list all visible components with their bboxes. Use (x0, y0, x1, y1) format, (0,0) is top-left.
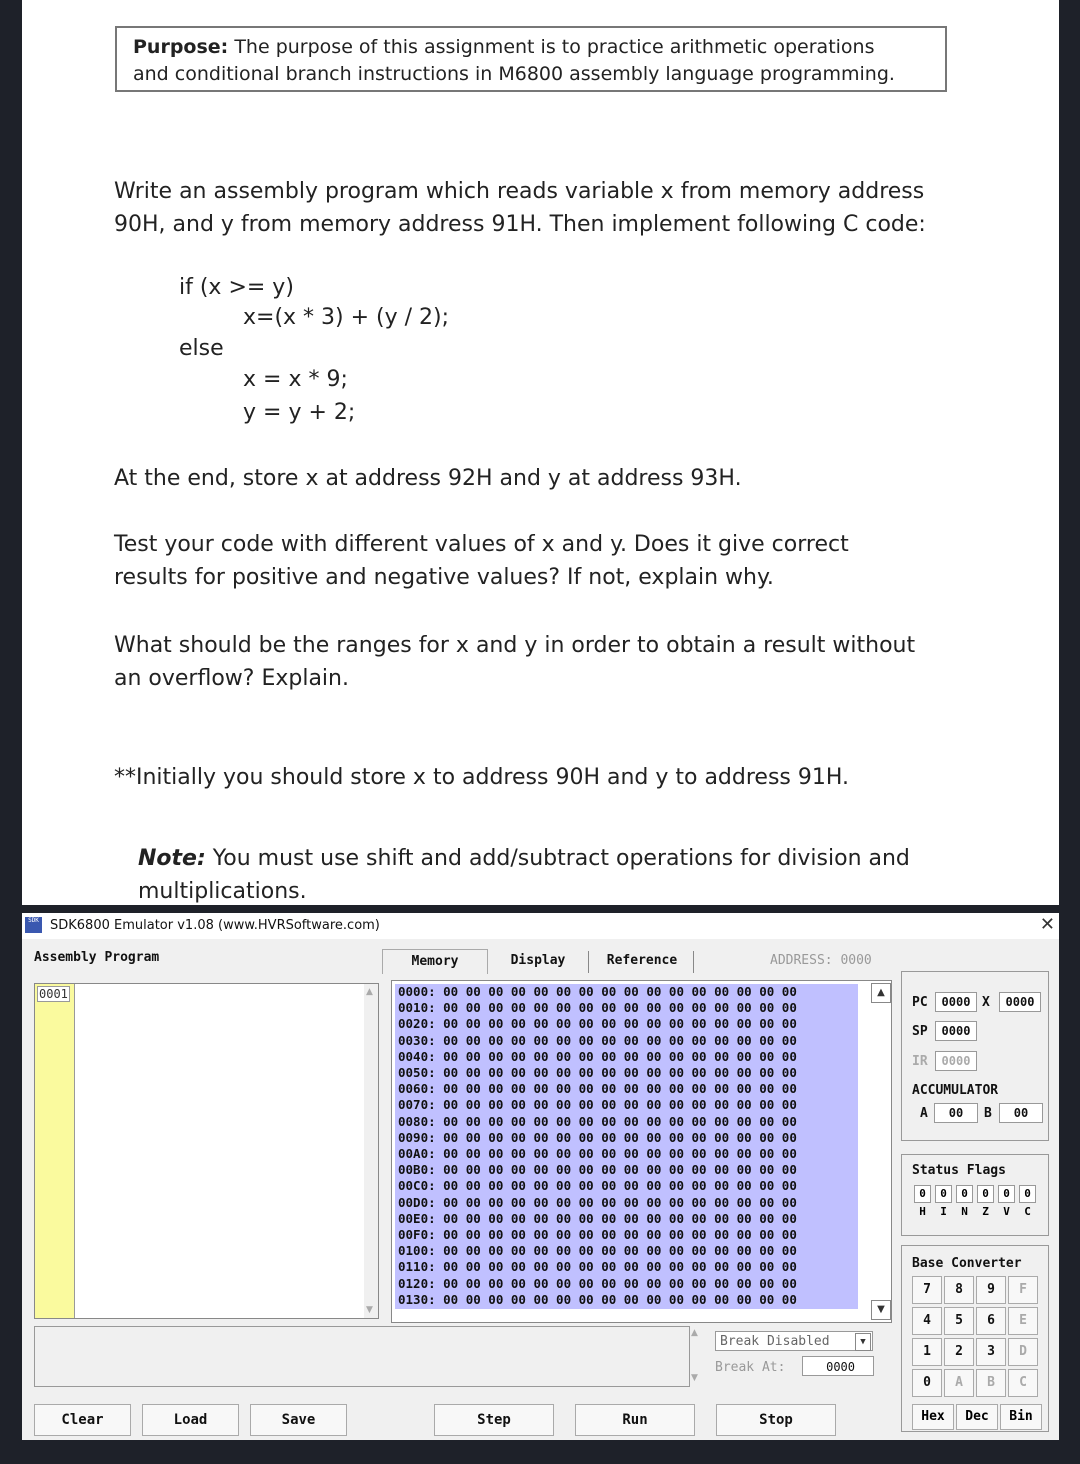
app-icon: SDK (25, 917, 42, 933)
key-5[interactable]: 5 (944, 1307, 974, 1335)
registers-panel (901, 971, 1049, 1141)
clear-button[interactable]: Clear (34, 1404, 131, 1436)
title-bar (22, 913, 1059, 939)
memory-row: 0050: 00 00 00 00 00 00 00 00 00 00 00 00 00 00 00 00 (398, 1065, 797, 1081)
flag-name: Z (982, 1205, 989, 1218)
break-address-input[interactable] (802, 1356, 874, 1376)
emulator-window (22, 913, 1059, 1440)
line-number-gutter (35, 984, 75, 1318)
flag-name: V (1003, 1205, 1010, 1218)
memory-scrollbar[interactable] (869, 981, 891, 1322)
range-question-line2: an overflow? Explain. (114, 666, 349, 691)
scroll-up-icon[interactable]: ▲ (691, 1328, 698, 1338)
memory-row: 0060: 00 00 00 00 00 00 00 00 00 00 00 00 00 00 00 00 (398, 1081, 797, 1097)
window-title: SDK6800 Emulator v1.08 (www.HVRSoftware.com) (50, 918, 380, 933)
flag-value[interactable]: 0 (914, 1185, 931, 1203)
code-then-statement: x=(x * 3) + (y / 2); (243, 305, 450, 330)
break-address-value: 0000 (826, 1360, 855, 1374)
code-else-statement2: y = y + 2; (243, 400, 356, 425)
memory-row: 0090: 00 00 00 00 00 00 00 00 00 00 00 00 00 00 00 00 (398, 1129, 797, 1145)
memory-row: 0010: 00 00 00 00 00 00 00 00 00 00 00 00 00 00 00 00 (398, 1000, 797, 1016)
address-indicator: ADDRESS: 0000 (770, 953, 872, 968)
scroll-down-icon[interactable]: ▼ (871, 1300, 891, 1320)
key-7[interactable]: 7 (912, 1276, 942, 1304)
purpose-label: Purpose: (133, 36, 229, 58)
memory-row: 0020: 00 00 00 00 00 00 00 00 00 00 00 00 00 00 00 00 (398, 1016, 797, 1032)
key-a[interactable]: A (944, 1369, 974, 1397)
tab-memory[interactable]: Memory (382, 949, 488, 974)
key-e[interactable]: E (1008, 1307, 1038, 1335)
memory-row: 00A0: 00 00 00 00 00 00 00 00 00 00 00 00 00 00 00 00 (398, 1146, 797, 1162)
load-button[interactable]: Load (142, 1404, 239, 1436)
stop-button[interactable]: Stop (716, 1404, 836, 1436)
memory-row: 00C0: 00 00 00 00 00 00 00 00 00 00 00 00 00 00 00 00 (398, 1178, 797, 1194)
scroll-up-icon[interactable]: ▲ (366, 987, 373, 997)
key-9[interactable]: 9 (976, 1276, 1006, 1304)
tab-separator (588, 951, 589, 973)
a-label: A (920, 1106, 928, 1121)
memory-row: 00B0: 00 00 00 00 00 00 00 00 00 00 00 00 00 00 00 00 (398, 1162, 797, 1178)
flag-name: H (919, 1205, 926, 1218)
message-output[interactable] (34, 1326, 690, 1387)
mode-bin-button[interactable]: Bin (1000, 1404, 1042, 1430)
flag-value[interactable]: 0 (998, 1185, 1015, 1203)
pc-register[interactable]: 0000 (935, 992, 977, 1012)
note-label: Note: (138, 846, 206, 871)
mode-hex-button[interactable]: Hex (912, 1404, 954, 1430)
key-4[interactable]: 4 (912, 1307, 942, 1335)
code-else-line: else (179, 336, 224, 361)
initial-store-note: **Initially you should store x to address 90H and y to address 91H. (114, 765, 850, 790)
flag-value[interactable]: 0 (935, 1185, 952, 1203)
status-flags-label: Status Flags (912, 1163, 1006, 1178)
key-d[interactable]: D (1008, 1338, 1038, 1366)
memory-row: 0130: 00 00 00 00 00 00 00 00 00 00 00 00 00 00 00 00 (398, 1291, 797, 1307)
memory-row: 0030: 00 00 00 00 00 00 00 00 00 00 00 00 00 00 00 00 (398, 1032, 797, 1048)
key-b[interactable]: B (976, 1369, 1006, 1397)
key-f[interactable]: F (1008, 1276, 1038, 1304)
note-line1 (138, 842, 910, 875)
range-question-line1: What should be the ranges for x and y in order to obtain a result without (114, 633, 916, 658)
key-2[interactable]: 2 (944, 1338, 974, 1366)
store-instruction: At the end, store x at address 92H and y at address 93H. (114, 466, 742, 491)
ir-label: IR (912, 1054, 928, 1069)
key-1[interactable]: 1 (912, 1338, 942, 1366)
memory-panel (391, 980, 892, 1323)
tab-separator (693, 951, 694, 973)
test-question-line1: Test your code with different values of x and y. Does it give correct (114, 532, 849, 557)
scroll-down-icon[interactable]: ▼ (366, 1305, 373, 1315)
line-number: 0001 (39, 987, 68, 1001)
scroll-up-icon[interactable]: ▲ (871, 983, 891, 1003)
memory-row: 0110: 00 00 00 00 00 00 00 00 00 00 00 00 00 00 00 00 (398, 1259, 797, 1275)
code-else-statement1: x = x * 9; (243, 367, 348, 392)
key-0[interactable]: 0 (912, 1369, 942, 1397)
break-mode-value: Break Disabled (720, 1334, 830, 1349)
editor-scrollbar[interactable] (364, 984, 378, 1318)
memory-dump[interactable] (395, 984, 858, 1309)
flag-name: I (940, 1205, 947, 1218)
flag-value[interactable]: 0 (956, 1185, 973, 1203)
base-converter-label: Base Converter (912, 1256, 1022, 1271)
key-3[interactable]: 3 (976, 1338, 1006, 1366)
purpose-box (115, 26, 947, 92)
message-scrollbar[interactable] (688, 1326, 704, 1385)
task-line2: 90H, and y from memory address 91H. Then implement following C code: (114, 212, 926, 237)
base-converter-panel (901, 1245, 1049, 1432)
assembly-program-label: Assembly Program (34, 950, 160, 965)
flag-name: C (1024, 1205, 1031, 1218)
task-line1: Write an assembly program which reads variable x from memory address (114, 179, 925, 204)
x-label: X (982, 995, 990, 1010)
key-8[interactable]: 8 (944, 1276, 974, 1304)
flag-name: N (961, 1205, 968, 1218)
code-if-line: if (x >= y) (179, 275, 294, 300)
memory-row: 0070: 00 00 00 00 00 00 00 00 00 00 00 00 00 00 00 00 (398, 1097, 797, 1113)
b-register[interactable]: 00 (999, 1103, 1043, 1123)
test-question-line2: results for positive and negative values? If not, explain why. (114, 565, 774, 590)
note-text-line1: You must use shift and add/subtract operations for division and (205, 846, 910, 871)
scroll-down-icon[interactable]: ▼ (691, 1373, 698, 1383)
key-6[interactable]: 6 (976, 1307, 1006, 1335)
memory-row: 00E0: 00 00 00 00 00 00 00 00 00 00 00 00 00 00 00 00 (398, 1210, 797, 1226)
memory-row: 0080: 00 00 00 00 00 00 00 00 00 00 00 00 00 00 00 00 (398, 1113, 797, 1129)
break-at-label: Break At: (715, 1360, 786, 1375)
purpose-text-line1: The purpose of this assignment is to practice arithmetic operations (228, 36, 875, 58)
note-line2: multiplications. (138, 879, 307, 904)
sp-label: SP (912, 1024, 928, 1039)
assembly-editor[interactable] (34, 983, 379, 1319)
memory-row: 00F0: 00 00 00 00 00 00 00 00 00 00 00 00 00 00 00 00 (398, 1227, 797, 1243)
pc-label: PC (912, 995, 928, 1010)
memory-row: 0120: 00 00 00 00 00 00 00 00 00 00 00 00 00 00 00 00 (398, 1275, 797, 1291)
memory-row: 0040: 00 00 00 00 00 00 00 00 00 00 00 00 00 00 00 00 (398, 1048, 797, 1064)
sp-register[interactable]: 0000 (935, 1021, 977, 1041)
flag-value[interactable]: 0 (977, 1185, 994, 1203)
memory-row: 0000: 00 00 00 00 00 00 00 00 00 00 00 00 00 00 00 00 (398, 984, 797, 999)
close-icon[interactable]: ✕ (1039, 914, 1055, 935)
accumulator-label: ACCUMULATOR (912, 1083, 999, 1098)
assignment-document (22, 0, 1059, 905)
run-button[interactable]: Run (575, 1404, 695, 1436)
purpose-text-line2: and conditional branch instructions in M6800 assembly language programming. (133, 63, 895, 85)
tab-reference[interactable]: Reference (606, 953, 678, 968)
a-register[interactable]: 00 (934, 1103, 978, 1123)
save-button[interactable]: Save (250, 1404, 347, 1436)
memory-row: 0100: 00 00 00 00 00 00 00 00 00 00 00 00 00 00 00 00 (398, 1243, 797, 1259)
flag-value[interactable]: 0 (1019, 1185, 1036, 1203)
memory-row: 00D0: 00 00 00 00 00 00 00 00 00 00 00 00 00 00 00 00 (398, 1194, 797, 1210)
tab-display[interactable]: Display (510, 953, 566, 968)
b-label: B (984, 1106, 992, 1121)
mode-dec-button[interactable]: Dec (956, 1404, 998, 1430)
x-register[interactable]: 0000 (999, 992, 1041, 1012)
break-mode-select[interactable] (715, 1331, 873, 1351)
step-button[interactable]: Step (434, 1404, 554, 1436)
key-c[interactable]: C (1008, 1369, 1038, 1397)
status-flags-panel (901, 1154, 1049, 1236)
ir-register: 0000 (935, 1051, 977, 1071)
chevron-down-icon[interactable]: ▼ (855, 1333, 871, 1351)
